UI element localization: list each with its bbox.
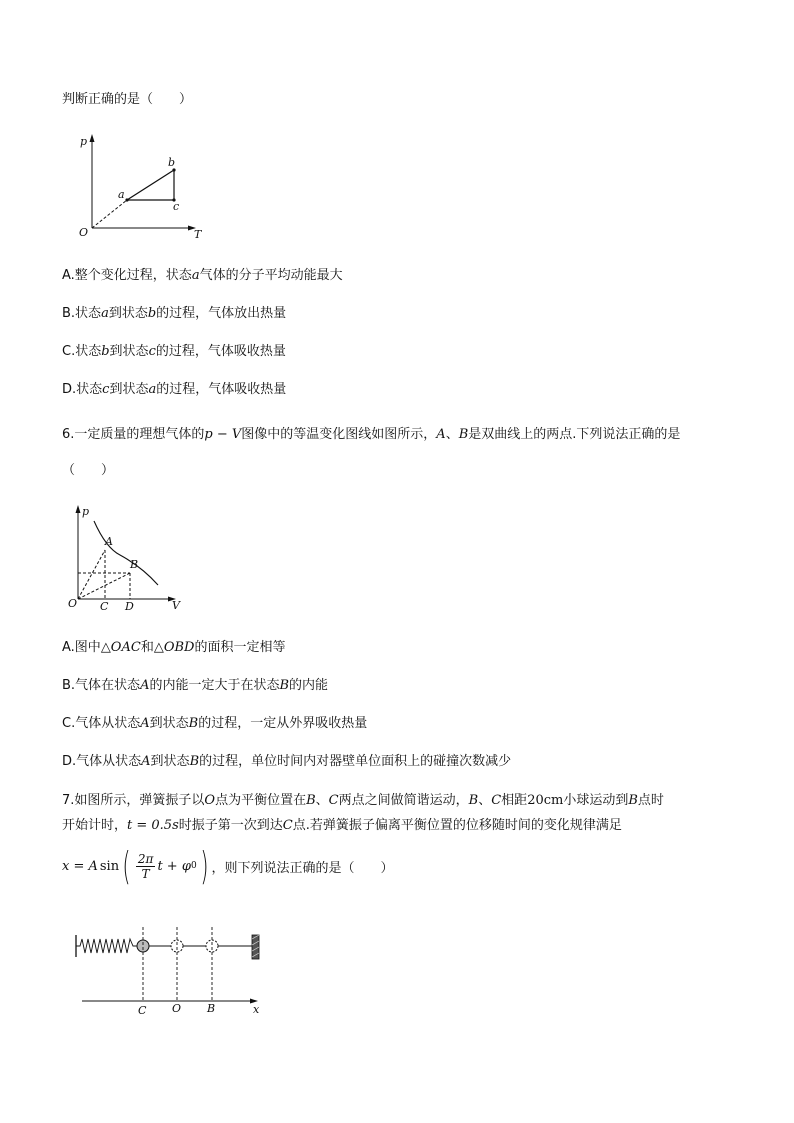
q6-option-a[interactable]: A.图中△OAC和△OBD的面积一定相等: [62, 640, 286, 655]
q6-pV-graph: [62, 503, 192, 615]
q5-option-d[interactable]: D.状态c到状态a的过程，气体吸收热量: [62, 382, 287, 397]
fraction: $\frac{2\pi}{T}$: [137, 851, 154, 881]
q5-axis-p: p: [80, 135, 88, 148]
q6-option-c[interactable]: C.气体从状态A到状态B的过程，一定从外界吸收热量: [62, 716, 368, 731]
q6-point-A: A: [105, 535, 113, 548]
q5-axis-T: T: [194, 228, 202, 241]
q5-pT-graph: [70, 132, 210, 244]
q6-stem-line1: 6.一定质量的理想气体的p − V图像中的等温变化图线如图所示，A、B是双曲线上的两点.下列说法正确的是: [62, 427, 681, 442]
q7-label-O: O: [172, 1002, 182, 1015]
q5-option-b[interactable]: B.状态a到状态b的过程，气体放出热量: [62, 306, 287, 321]
q5-origin: O: [79, 226, 89, 239]
q6-point-B: B: [130, 558, 139, 571]
q7-label-B: B: [207, 1002, 216, 1015]
left-paren: (: [122, 844, 131, 888]
q7-stem-line2: 开始计时，t = 0.5s时振子第一次到达C点.若弹簧振子偏离平衡位置的位移随时间的变化规律满足: [62, 818, 622, 833]
q6-stem-paren: （ ）: [62, 463, 115, 478]
right-paren: ): [200, 844, 209, 888]
q6-origin: O: [68, 597, 78, 610]
q5-option-c[interactable]: C.状态b到状态c的过程，气体吸收热量: [62, 344, 286, 359]
q7-label-C: C: [138, 1004, 147, 1017]
q6-option-d[interactable]: D.气体从状态A到状态B的过程，单位时间内对器壁单位面积上的碰撞次数减少: [62, 754, 512, 769]
q5-point-a: a: [118, 188, 125, 201]
q7-axis-x: x: [253, 1003, 260, 1016]
q5-stem: 判断正确的是（ ）: [62, 92, 193, 107]
q6-axis-p: p: [82, 505, 90, 518]
q6-foot-D: D: [125, 600, 134, 613]
q7-formula: x = A sin ( $\frac{2\pi}{T}$ t + φ 0 ) ，则下列说法正确的是（ ）: [62, 844, 394, 888]
q5-point-b: b: [168, 156, 176, 169]
q6-axis-V: V: [172, 599, 180, 612]
q7-spring-oscillator-figure: [70, 925, 270, 1020]
q5-option-a[interactable]: A.整个变化过程，状态a气体的分子平均动能最大: [62, 268, 343, 283]
q6-foot-C: C: [100, 600, 109, 613]
q6-option-b[interactable]: B.气体在状态A的内能一定大于在状态B的内能: [62, 678, 329, 693]
q5-point-c: c: [173, 200, 180, 213]
q7-stem-line1: 7.如图所示，弹簧振子以O点为平衡位置在B、C两点之间做简谐运动，B、C相距20cm小球运动到B点时: [62, 793, 664, 808]
